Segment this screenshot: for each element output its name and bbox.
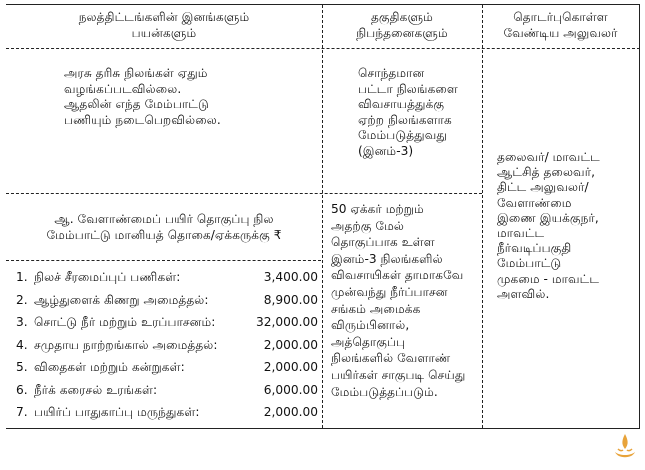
scheme-title-line2: மேம்பாட்டு மானியத் தொகை/ஏக்கருக்கு ₹ [46, 227, 282, 242]
item-amount: 3,400.00 [263, 270, 318, 284]
item-amount: 2,000.00 [263, 337, 318, 352]
item-number: 3. [16, 315, 28, 329]
item-label: பயிர்ப் பாதுகாப்பு மருந்துகள்: [34, 405, 200, 419]
row1-col1-line: ஆதலின் எந்த மேம்பாட்டு [64, 97, 209, 111]
header-col2 [322, 10, 482, 41]
item-label: சொட்டு நீர் மற்றும் உரப்பாசனம்: [34, 315, 216, 329]
row2-col2-line: சங்கம் அமைக்க [331, 301, 421, 316]
list-item [16, 360, 318, 376]
item-label: நிலச் சீரமைப்புப் பணிகள்: [34, 270, 181, 284]
row2-col2-line: அத்தொகுப்பு [331, 334, 406, 349]
list-item [16, 315, 318, 331]
officer-line: வேளாண்மை [497, 195, 572, 210]
item-amount: 2,000.00 [263, 360, 318, 374]
row2-col2-line: இனம்-3 நிலங்களில் [331, 251, 443, 266]
header-col3-line2: வேண்டிய அலுவலர் [503, 25, 618, 40]
item-number: 7. [16, 405, 28, 419]
lamp-flame-icon [612, 432, 638, 462]
top-rule [6, 4, 640, 5]
row2-col2-line: பயிர்கள் சாகுபடி செய்து [331, 367, 466, 382]
header-col1 [6, 10, 322, 41]
col-divider-1 [322, 5, 323, 428]
row1-col2-text [358, 66, 458, 159]
list-item [16, 293, 318, 309]
header-col2-line2: நிபந்தனைகளும் [356, 25, 448, 40]
item-label: சமுதாய நாற்றங்கால் அமைத்தல்: [34, 337, 218, 352]
item-label: விதைகள் மற்றும் கன்றுகள்: [34, 360, 185, 374]
row1-col1-line: பணியும் நடைபெறவில்லை. [64, 112, 221, 127]
row1-col2-line: பட்டா நிலங்களை [358, 81, 458, 96]
row1-divider-left [6, 193, 482, 194]
row2-col2-text [331, 201, 465, 400]
officer-line: நீர்வடிப்பகுதி [497, 241, 572, 256]
header-col1-line1: நலத்திட்டங்களின் இனங்களும் [78, 10, 250, 24]
list-item [16, 270, 318, 286]
list-item [16, 405, 318, 421]
scheme-title [6, 212, 322, 243]
officer-line: திட்ட அலுவலர்/ [497, 180, 589, 195]
item-amount: 32,000.00 [255, 315, 318, 329]
officer-line: இணை இயக்குநர், [497, 210, 599, 225]
row1-col1-line: வழங்கப்படவில்லை. [64, 81, 182, 96]
row2-col2-line: அதற்கு மேல் [331, 218, 404, 233]
row1-col1-line: அரசு தரிசு நிலங்கள் ஏதும் [64, 66, 208, 80]
header-col3 [482, 10, 639, 41]
row2-col2-line: மேம்படுத்தப்படும். [331, 384, 438, 399]
item-number: 6. [16, 382, 28, 397]
item-amount: 8,900.00 [263, 292, 318, 307]
officer-line: மேம்பாட்டு [497, 256, 562, 271]
item-label: நீர்க் கரைசல் உரங்கள்: [34, 382, 158, 397]
header-col3-line1: தொடர்புகொள்ள [513, 10, 608, 24]
officer-text [497, 150, 600, 302]
bottom-rule [6, 428, 640, 429]
header-divider [6, 48, 640, 49]
row2-col2-line: விரும்பினால், [331, 318, 410, 333]
item-amount: 2,000.00 [263, 405, 318, 419]
officer-line: மாவட்ட [497, 226, 545, 241]
item-number: 1. [16, 270, 28, 284]
list-item [16, 338, 318, 354]
row2-col2-line: தொகுப்பாக உள்ள [331, 235, 435, 250]
row1-col2-line: மேம்படுத்துவது [358, 128, 447, 142]
header-col1-line2: பயன்களும் [131, 25, 197, 40]
right-border [639, 5, 640, 428]
row2-col2-line: விவசாயிகள் தாமாகவே [331, 268, 464, 283]
officer-line: முகமை - மாவட்ட [497, 271, 600, 286]
item-number: 2. [16, 292, 28, 307]
officer-line: ஆட்சித் தலைவர், [497, 165, 595, 180]
list-item [16, 383, 318, 399]
row1-col1-text [64, 66, 221, 128]
scheme-title-line1: ஆ. வேளாண்மைப் பயிர் தொகுப்பு நில [54, 212, 274, 226]
item-number: 4. [16, 337, 28, 352]
item-amount: 6,000.00 [263, 382, 318, 397]
row2-col2-line: 50 ஏக்கர் மற்றும் [331, 202, 424, 216]
row1-col2-line: சொந்தமான [358, 66, 425, 80]
col-divider-2 [482, 5, 483, 428]
row1-col2-line: (இனம்-3) [358, 143, 414, 158]
row1-col2-line: விவசாயத்துக்கு [358, 97, 445, 111]
row2-col2-line: முன்வந்து நீர்ப்பாசன [331, 284, 448, 299]
officer-line: அளவில். [497, 286, 550, 301]
row2-col2-line: நிலங்களில் வேளாண் [331, 351, 451, 366]
row1-col2-line: ஏற்ற நிலங்களாக [358, 112, 452, 127]
items-divider [6, 260, 321, 261]
item-label: ஆழ்துளைக் கிணறு அமைத்தல்: [34, 292, 209, 307]
header-col2-line1: தகுதிகளும் [370, 10, 433, 24]
officer-line: தலைவர்/ மாவட்ட [497, 150, 600, 164]
item-number: 5. [16, 360, 28, 374]
